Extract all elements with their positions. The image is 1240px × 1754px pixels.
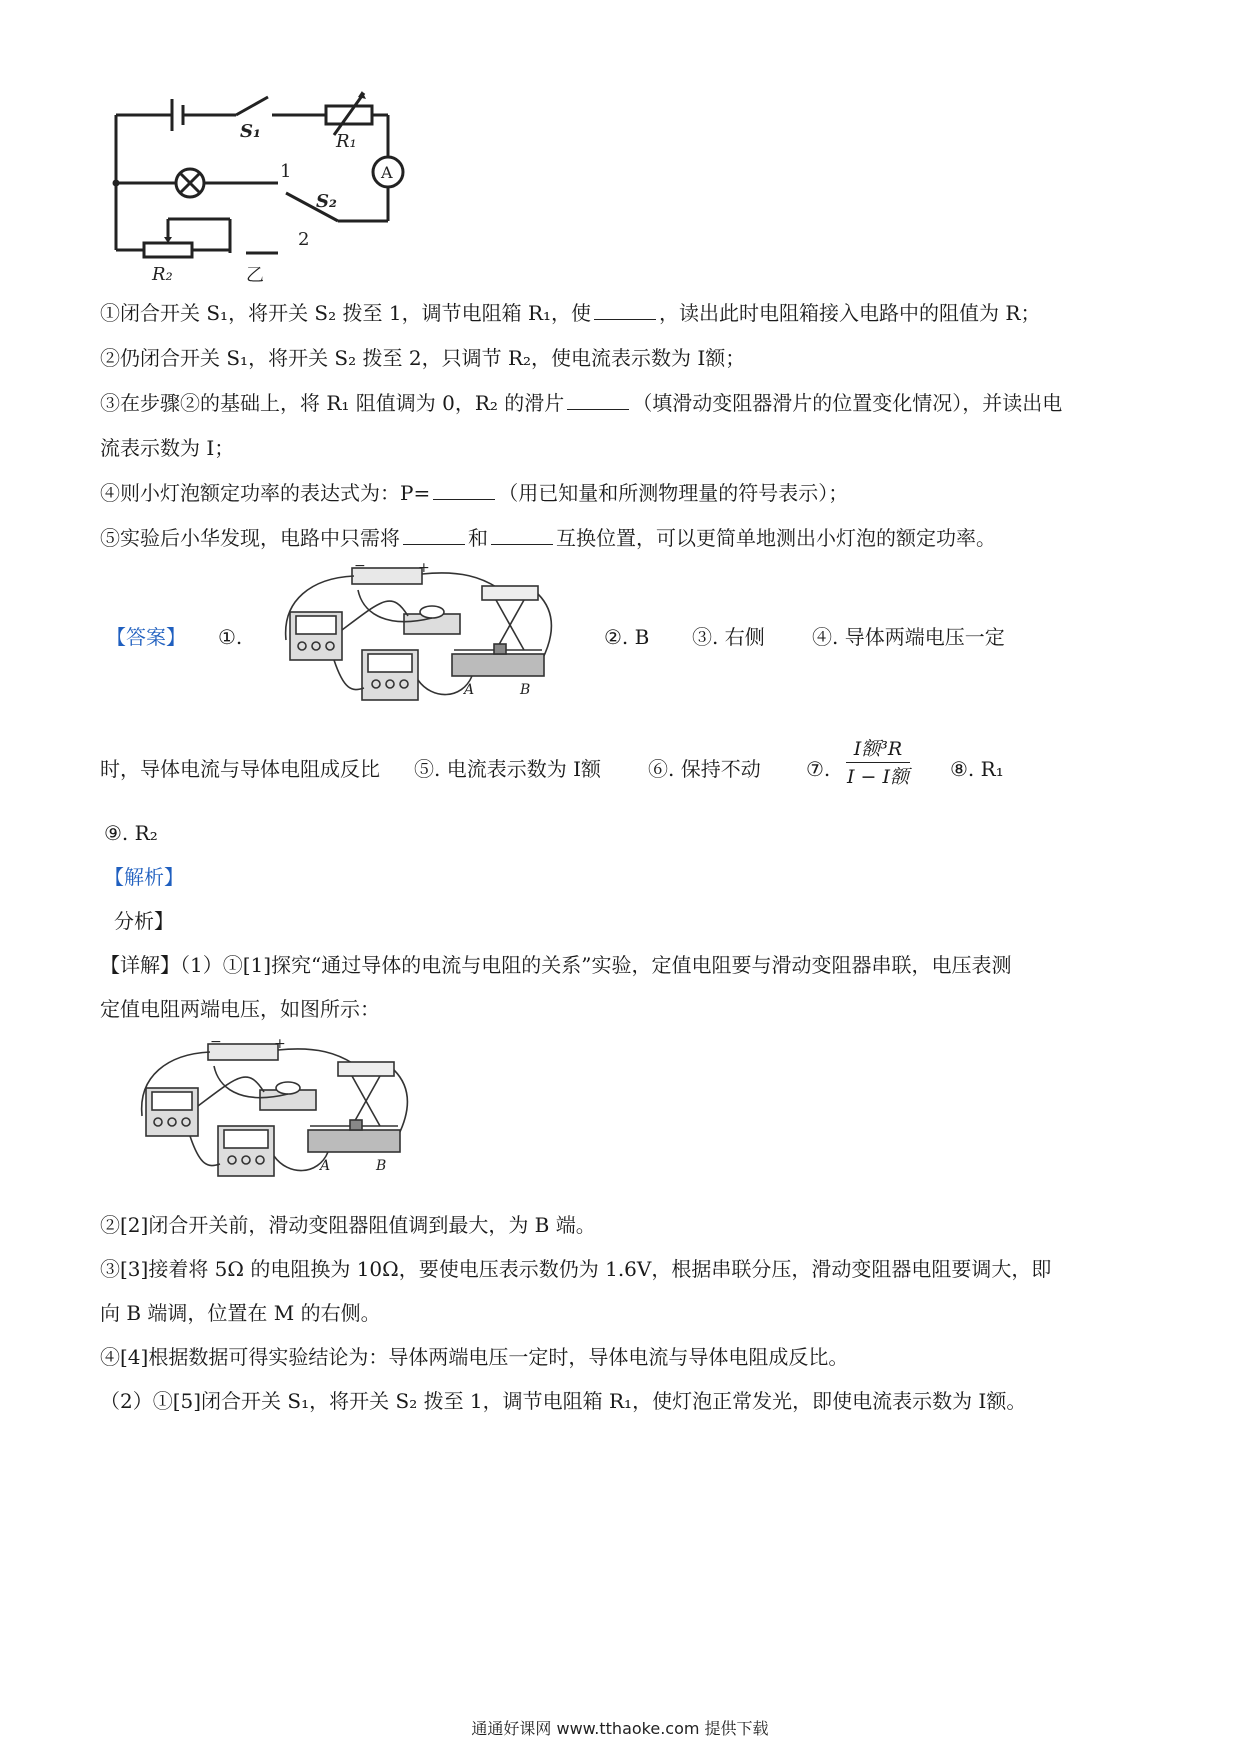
answer-item-6: ⑥. 保持不动 — [648, 757, 761, 781]
answer-item-1: ①. — [218, 625, 243, 649]
analysis-detail-3b: 向 B 端调，位置在 M 的右侧。 — [100, 1301, 381, 1325]
step-5-blank-1 — [403, 526, 465, 545]
answer-item-7-label: ⑦. — [806, 757, 831, 781]
fraction-numerator: I额³R — [853, 738, 903, 760]
step-1-blank — [594, 301, 656, 320]
apparatus-2-end-a: A — [320, 1158, 331, 1174]
step-3-text-a: ③在步骤②的基础上，将 R₁ 阻值调为 0，R₂ 的滑片 — [100, 391, 565, 415]
step-4 — [100, 478, 848, 508]
step-3 — [100, 388, 1062, 418]
detail-tag: 【详解】 — [100, 953, 180, 977]
contact-2-label: 2 — [298, 229, 310, 250]
r2-label: R₂ — [152, 264, 173, 285]
analysis-detail-5: （2）①[5]闭合开关 S₁，将开关 S₂ 拨至 1，调节电阻箱 R₁，使灯泡正常发光，即使电流表示数为 I额。 — [100, 1389, 1027, 1413]
apparatus-diagram-analysis — [128, 1036, 418, 1196]
step-4-text-b: （用已知量和所测物理量的符号表示）； — [498, 481, 849, 505]
analysis-detail-2: ②[2]闭合开关前，滑动变阻器阻值调到最大，为 B 端。 — [100, 1213, 596, 1237]
analysis-detail-1b: 定值电阻两端电压，如图所示： — [100, 997, 380, 1021]
apparatus-end-b: B — [520, 682, 531, 698]
step-5-text-a: ⑤实验后小华发现，电路中只需将 — [100, 526, 400, 550]
step-2-text: ②仍闭合开关 S₁，将开关 S₂ 拨至 2，只调节 R₂，使电流表示数为 I额； — [100, 346, 746, 370]
circuit-diagram — [100, 85, 460, 290]
step-5-text-c: 互换位置，可以更简单地测出小灯泡的额定功率。 — [556, 526, 996, 550]
step-3-blank — [567, 391, 629, 410]
apparatus-2-end-b: B — [376, 1158, 387, 1174]
answer-tag: 【答案】 — [106, 625, 186, 649]
answer-item-3: ③. 右侧 — [692, 625, 765, 649]
step-1-text-b: ，读出此时电阻箱接入电路中的阻值为 R； — [659, 301, 1041, 325]
answer-item-8: ⑧. R₁ — [950, 757, 1004, 781]
step-3-text-b: （填滑动变阻器滑片的位置变化情况），并读出电 — [632, 391, 1063, 415]
fraction-denominator: I − I额 — [846, 766, 909, 788]
apparatus-2-plus: + — [274, 1036, 286, 1052]
answer-item-4a: ④. 导体两端电压一定 — [812, 625, 1005, 649]
step-3-text-c: 流表示数为 I； — [100, 436, 235, 460]
apparatus-minus: − — [354, 560, 366, 574]
step-5-text-b: 和 — [468, 526, 488, 550]
contact-1-label: 1 — [280, 161, 292, 182]
analysis-detail-3a: ③[3]接着将 5Ω 的电阻换为 10Ω，要使电压表示数仍为 1.6V，根据串联分压，滑动变阻器电阻要调大，即 — [100, 1257, 1052, 1281]
answer-item-4b: 时，导体电流与导体电阻成反比 — [100, 757, 380, 781]
step-5 — [100, 523, 996, 553]
analysis-tag: 【解析】 — [104, 865, 184, 889]
step-3-cont — [100, 433, 234, 463]
apparatus-diagram-answer — [272, 560, 562, 720]
answer-item-5: ⑤. 电流表示数为 I额 — [414, 757, 601, 781]
step-4-text-a: ④则小灯泡额定功率的表达式为：P= — [100, 481, 431, 505]
apparatus-plus: + — [418, 560, 430, 576]
step-1 — [100, 298, 1040, 328]
step-4-blank — [433, 481, 495, 500]
step-1-text-a: ①闭合开关 S₁，将开关 S₂ 拨至 1，调节电阻箱 R₁，使 — [100, 301, 592, 325]
analysis-fenxi: 分析】 — [114, 909, 174, 933]
step-2 — [100, 343, 745, 373]
apparatus-end-a: A — [464, 682, 475, 698]
figure-label: 乙 — [246, 265, 264, 286]
step-5-blank-2 — [491, 526, 553, 545]
r1-label: R₁ — [336, 131, 357, 152]
s2-label: S₂ — [316, 191, 337, 212]
ammeter-label: A — [381, 163, 393, 182]
analysis-detail-1a — [100, 950, 1012, 980]
apparatus-2-minus: − — [210, 1036, 222, 1050]
detail-1a-text: （1）①[1]探究“通过导体的电流与电阻的关系”实验，定值电阻要与滑动变阻器串联，电压表测 — [180, 953, 1012, 977]
footer-credit: 通通好课网 www.tthaoke.com 提供下载 — [471, 1719, 769, 1738]
answer-item-7-fraction — [846, 736, 910, 791]
analysis-detail-4: ④[4]根据数据可得实验结论为：导体两端电压一定时，导体电流与导体电阻成反比。 — [100, 1345, 849, 1369]
answer-item-9: ⑨. R₂ — [104, 821, 158, 845]
answer-item-2: ②. B — [604, 625, 650, 649]
s1-label: S₁ — [240, 121, 261, 142]
